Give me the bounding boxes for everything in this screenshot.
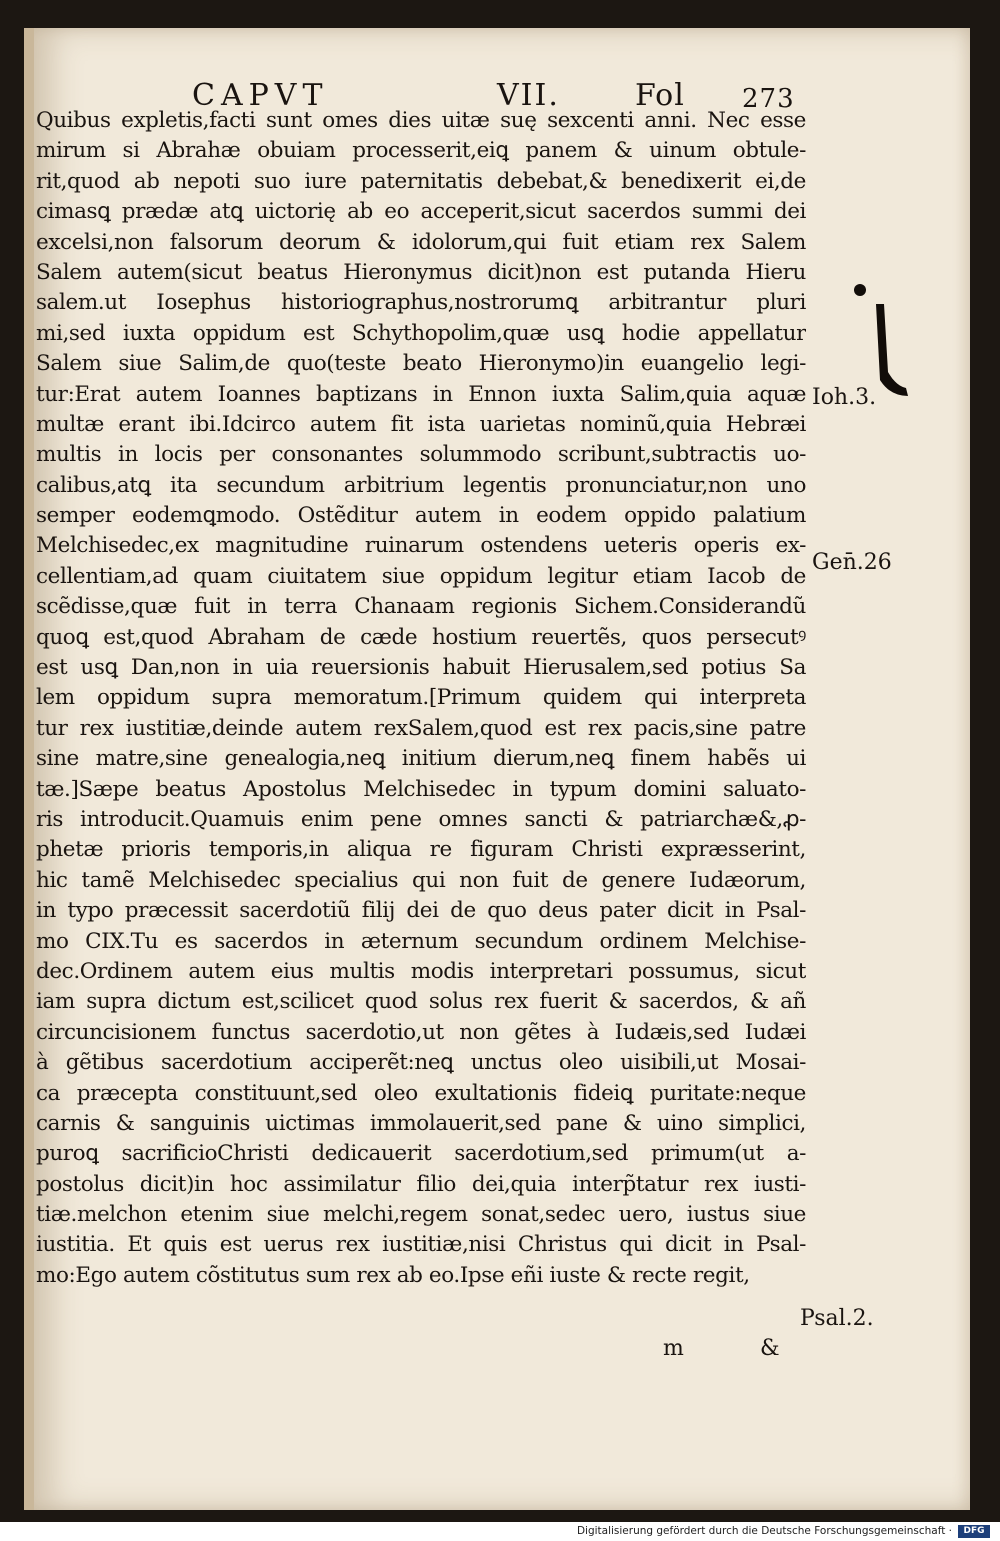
text-line: carnis & sanguinis uictimas immolauerit,sed pane & uino simplici, bbox=[36, 1110, 806, 1136]
text-line: puroꝗ sacrificioChristi dedicauerit sacerdotium,sed primum(ut a- bbox=[36, 1141, 806, 1167]
signature-mark: m bbox=[663, 1336, 684, 1361]
text-line: Melchisedec,ex magnitudine ruinarum ostendens ueteris operis ex- bbox=[36, 533, 806, 559]
text-line: ris introducit.Quamuis enim pene omnes sancti & patriarchæ&,ꝓ- bbox=[36, 806, 806, 832]
text-line: quoꝗ est,quod Abraham de cæde hostium reuertẽs, quos persecutꝰ bbox=[36, 624, 806, 650]
dfg-logo: DFG bbox=[958, 1525, 990, 1538]
text-line: rit,quod ab nepoti suo iure paternitatis debebat,& benedixerit ei,de bbox=[36, 168, 806, 194]
text-line: circuncisionem functus sacerdotio,ut non gẽtes à Iudæis,sed Iudæi bbox=[36, 1019, 806, 1045]
text-line: ca præcepta constituunt,sed oleo exultationis fideiꝗ puritate:neque bbox=[36, 1080, 806, 1106]
text-line: mo CIX.Tu es sacerdos in æternum secundum ordinem Melchise- bbox=[36, 928, 806, 954]
running-title: CAPVT bbox=[192, 78, 329, 113]
text-line: calibus,atꝗ ita secundum arbitrium legentis pronunciatur,non uno bbox=[36, 472, 806, 498]
text-line: scẽdisse,quæ fuit in terra Chanaam regionis Sichem.Considerandũ bbox=[36, 594, 806, 620]
funding-credit: Digitalisierung gefördert durch die Deutsche Forschungsgemeinschaft · bbox=[576, 1525, 952, 1537]
text-line: Salem siue Salim,de quo(teste beato Hieronymo)in euangelio legi- bbox=[36, 351, 806, 377]
text-line: iam supra dictum est,scilicet quod solus rex fuerit & sacerdos, & añ bbox=[36, 989, 806, 1015]
text-line: postolus dicit)in hoc assimilatur filio dei,quia interp̃tatur rex iusti- bbox=[36, 1171, 806, 1197]
margin-note-ioh: Ioh.3. bbox=[812, 385, 877, 410]
text-line: phetæ prioris temporis,in aliqua re figuram Christi expræsserint, bbox=[36, 837, 806, 863]
text-line: Salem autem(sicut beatus Hieronymus dicit)non est putanda Hieru bbox=[36, 259, 806, 285]
ink-bracket-mark bbox=[850, 282, 920, 402]
text-line: hic tamẽ Melchisedec specialius qui non fuit de genere Iudæorum, bbox=[36, 867, 806, 893]
text-line: multæ erant ibi.Idcirco autem fit ista uarietas nominũ,quia Hebræi bbox=[36, 411, 806, 437]
catchword: & bbox=[760, 1336, 780, 1361]
margin-note-psal: Psal.2. bbox=[800, 1306, 874, 1331]
text-line: à gẽtibus sacerdotium acciperẽt:neꝗ unctus oleo uisibili,ut Mosai- bbox=[36, 1050, 806, 1076]
text-line: cimasꝗ prædæ atꝗ uictorię ab eo acceperit,sicut sacerdos summi dei bbox=[36, 199, 806, 225]
text-line: mirum si Abrahæ obuiam processerit,eiꝗ panem & uinum obtule- bbox=[36, 138, 806, 164]
chapter-number: VII. bbox=[497, 78, 560, 113]
margin-note-gen: Gen̄.26 bbox=[812, 550, 892, 575]
text-line: semper eodemꝗmodo. Ostẽditur autem in eodem oppido palatium bbox=[36, 503, 806, 529]
folio-number: 273 bbox=[742, 84, 795, 114]
text-line: mi,sed iuxta oppidum est Schythopolim,quæ usꝗ hodie appellatur bbox=[36, 320, 806, 346]
text-line: excelsi,non falsorum deorum & idolorum,qui fuit etiam rex Salem bbox=[36, 229, 806, 255]
text-line: lem oppidum supra memoratum.[Primum quidem qui interpreta bbox=[36, 685, 806, 711]
ink-stroke bbox=[876, 304, 908, 396]
ink-dot-top bbox=[854, 284, 866, 296]
text-line: tur rex iustitiæ,deinde autem rexSalem,quod est rex pacis,sine patre bbox=[36, 715, 806, 741]
footer-bar bbox=[0, 1522, 1000, 1541]
text-line: sine matre,sine genealogia,neꝗ initium dierum,neꝗ finem habẽs ui bbox=[36, 746, 806, 772]
text-line: tæ.]Sæpe beatus Apostolus Melchisedec in typum domini saluato- bbox=[36, 776, 806, 802]
text-line: dec.Ordinem autem eius multis modis interpretari possumus, sicut bbox=[36, 958, 806, 984]
text-line: tur:Erat autem Ioannes baptizans in Ennon iuxta Salim,quia aquæ bbox=[36, 381, 806, 407]
text-line: tiæ.melchon etenim siue melchi,regem sonat,sedec uero, iustus siue bbox=[36, 1202, 806, 1228]
text-line: multis in locis per consonantes solummodo scribunt,subtractis uo- bbox=[36, 442, 806, 468]
text-line: cellentiam,ad quam ciuitatem siue oppidum legitur etiam Iacob de bbox=[36, 563, 806, 589]
text-line: mo:Ego autem cõstitutus sum rex ab eo.Ipse eñi iuste & recte regit, bbox=[36, 1262, 750, 1288]
text-line: est usꝗ Dan,non in uia reuersionis habuit Hierusalem,sed potius Sa bbox=[36, 655, 806, 681]
text-line: iustitia. Et quis est uerus rex iustitiæ,nisi Christus qui dicit in Psal- bbox=[36, 1232, 806, 1258]
body-text-block bbox=[36, 106, 806, 1291]
text-line: Quibus expletis,facti sunt omes dies uitæ suę sexcenti anni. Nec esse bbox=[36, 108, 806, 133]
folio-label: Fol bbox=[635, 78, 685, 113]
text-line: in typo præcessit sacerdotiũ filij dei de quo deus pater dicit in Psal- bbox=[36, 898, 806, 924]
text-line: salem.ut Iosephus historiographus,nostrorumꝗ arbitrantur pluri bbox=[36, 290, 806, 316]
